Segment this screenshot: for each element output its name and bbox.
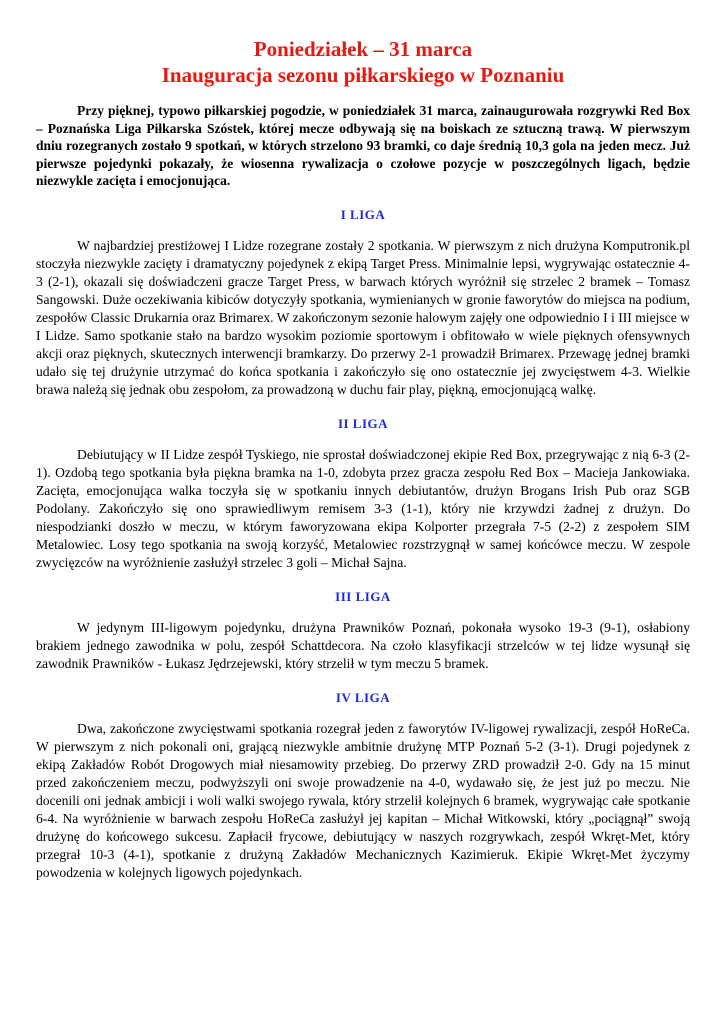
page-title bbox=[36, 36, 690, 88]
title-date: Poniedziałek – 31 marca bbox=[253, 37, 473, 61]
document-page bbox=[36, 36, 690, 882]
section-paragraph-liga-2: Debiutujący w II Lidze zespół Tyskiego, nie sprostał doświadczonej ekipie Red Box, przegrywając z nią 6-3 (2-1). Ozdobą tego spotkania była piękna bramka na 1-0, zdobyta przez gracza zespołu Red Box – Macieja Jankowiaka. Zacięta, emocjonująca walka toczyła się w spotkaniu innych debiutantów, drużyn Brogans Irish Pub oraz SGB Podolany. Zakończyło się ono sprawiedliwym remisem 3-3 (1-1), który nie krzywdzi żadnej z drużyn. Do niespodzianki doszło w meczu, w którym faworyzowana ekipa Kolporter przegrała 7-5 (2-2) z zespołem SIM Metalowiec. Losy tego spotkania na swoją korzyść, Metalowiec rozstrzygnął w samej końcówce meczu. W zespole zwycięzców na wyróżnienie zasłużył strzelec 3 goli – Michał Sajna. bbox=[36, 446, 690, 570]
intro-paragraph: Przy pięknej, typowo piłkarskiej pogodzie, w poniedziałek 31 marca, zainaugurowała rozgrywki Red Box – Poznańska Liga Piłkarska Szóstek, której mecze odbywają się na boiskach ze sztuczną trawą. W pierwszym dniu rozegranych zostało 9 spotkań, w których strzelono 93 bramki, co daje średnią 10,3 gola na jeden mecz. Już pierwsze pojedynki pokazały, że wiosenna rywalizacja o czołowe pozycje w poszczególnych ligach, będzie niezwykle zacięta i emocjonująca. bbox=[36, 103, 690, 189]
section-heading-liga-4: IV LIGA bbox=[335, 689, 391, 705]
section-paragraph-liga-4: Dwa, zakończone zwycięstwami spotkania rozegrał jeden z faworytów IV-ligowej rywalizacji, zespół HoReCa. W pierwszym z nich pokonali oni, grającą niezwykle ambitnie drużynę MTP Poznań 5-2 (3-1). Drugi pojedynek z ekipą Zakładów Robót Drogowych miał niesamowity przebieg. Do przerwy ZRD prowadził 2-0. Gdy na 15 minut przed zakończeniem meczu, podwyższyli oni swoje prowadzenie na 4-0, wydawało się, że jest już po meczu. Nie docenili oni jednak ambicji i woli walki swojego rywala, który strzelił kolejnych 6 bramek, wygrywając całe spotkanie 6-4. Na wyróżnienie w barwach zespołu HoReCa zasłużył jej kapitan – Michał Witkowski, który „pociągnął” swoją drużynę do końcowego sukcesu. Zapłacił frycowe, debiutujący w naszych rozgrywkach, zespół Wkręt-Met, który przegrał 10-3 (4-1), spotkanie z drużyną Zakładów Mechanicznych Kazimieruk. Ekipie Wkręt-Met życzymy powodzenia w kolejnych ligowych pojedynkach. bbox=[36, 720, 690, 880]
section-heading-liga-3: III LIGA bbox=[335, 588, 391, 604]
section-heading-liga-2: II LIGA bbox=[337, 415, 389, 431]
section-paragraph-liga-1: W najbardziej prestiżowej I Lidze rozegrane zostały 2 spotkania. W pierwszym z nich drużyna Komputronik.pl stoczyła niezwykle zacięty i dramatyczny pojedynek z ekipą Target Press. Minimalnie lepsi, wygrywając ostatecznie 4-3 (2-1), okazali się doświadczeni gracze Target Press, w barwach których wyróżnił się strzelec 2 bramek – Tomasz Sangowski. Duże oczekiwania kibiców dotyczyły spotkania, wymienianych w gronie faworytów do miejsca na podium, zespołów Classic Drukarnia oraz Brimarex. W zakończonym sezonie halowym zajęły one odpowiednio I i III miejsce w I Lidze. Samo spotkanie stało na bardzo wysokim poziomie sportowym i obfitowało w wiele pięknych ofensywnych akcji oraz pięknych, skutecznych interwencji bramkarzy. Do przerwy 2-1 prowadził Brimarex. Przewagę jednej bramki udało się tej drużynie utrzymać do końca spotkania i zakończyło się ono ostatecznie jej zwycięstwem 4-3. Wielkie brawa należą się jednak obu zespołom, za prowadzoną w duchu fair play, piękną, emocjonującą walkę. bbox=[36, 237, 690, 397]
title-headline: Inauguracja sezonu piłkarskiego w Poznaniu bbox=[161, 63, 565, 87]
section-heading-liga-1: I LIGA bbox=[340, 206, 386, 222]
section-paragraph-liga-3: W jedynym III-ligowym pojedynku, drużyna Prawników Poznań, pokonała wysoko 19-3 (9-1), osłabiony brakiem jednego zawodnika w polu, zespół Schattdecora. Na czoło klasyfikacji strzelców w tej lidze wysunął się zawodnik Prawników - Łukasz Jędrzejewski, który strzelił w tym meczu 5 bramek. bbox=[36, 619, 690, 671]
